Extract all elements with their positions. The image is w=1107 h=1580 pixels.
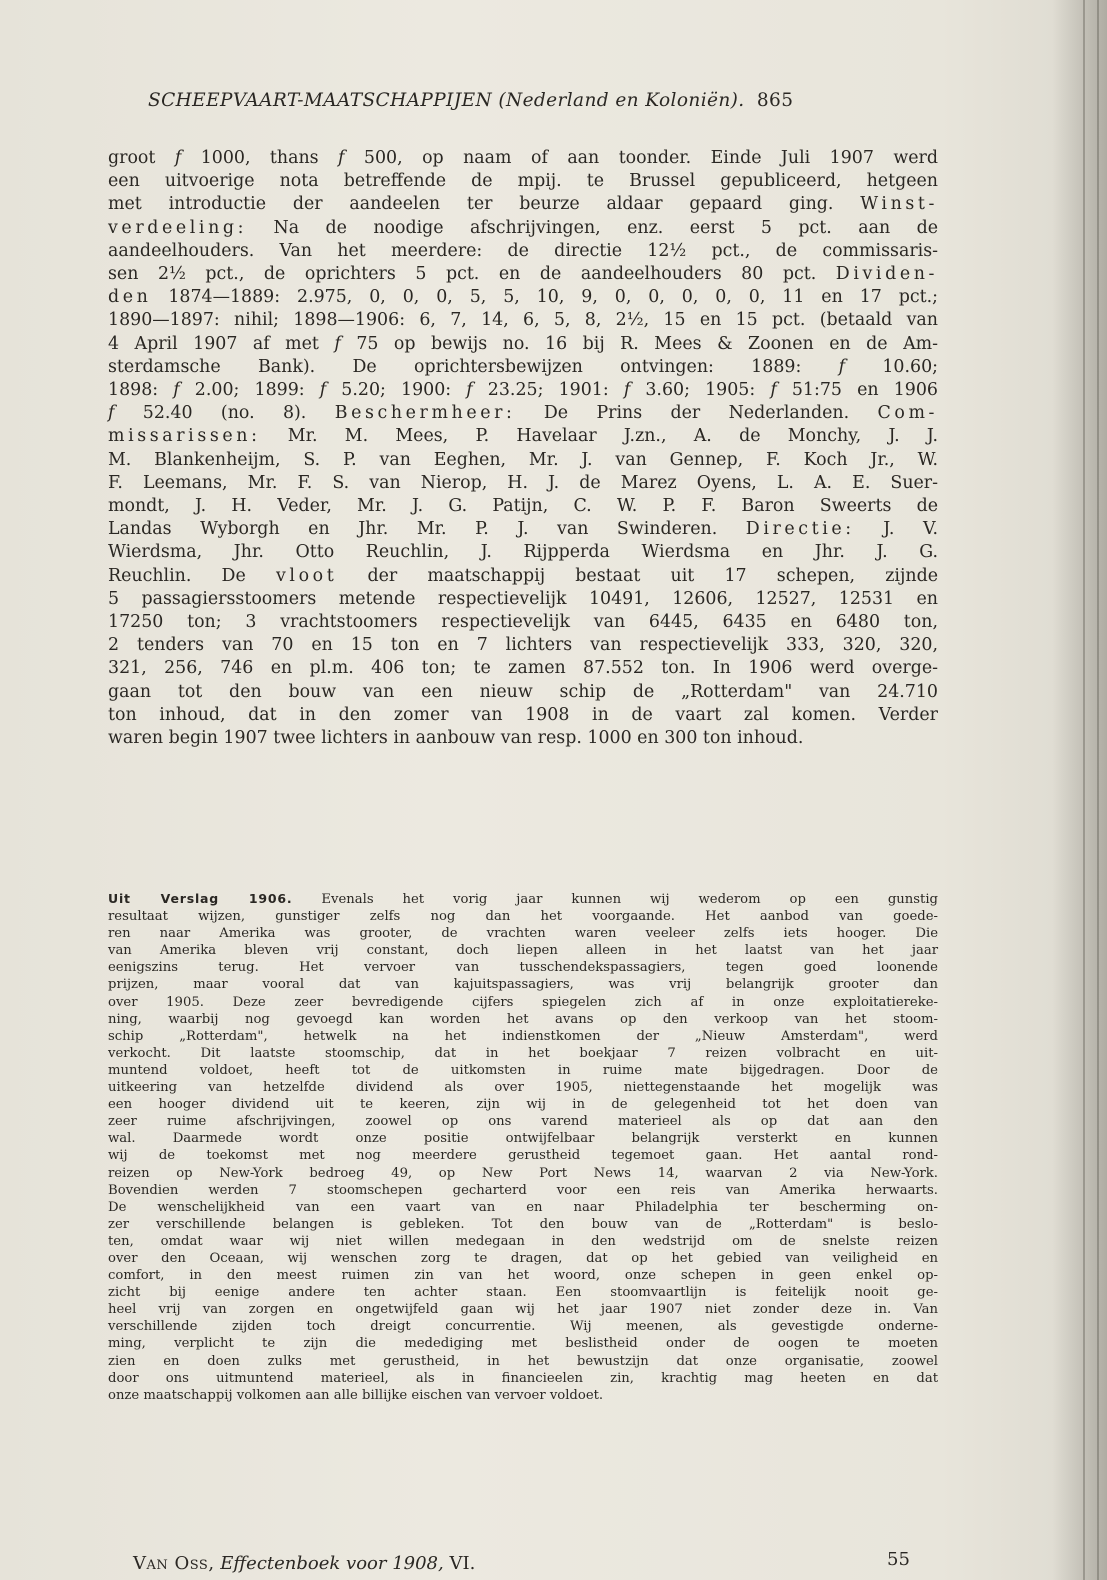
text-line: met introductie der aandeelen ter beurze aldaar gepaard ging. Winst- <box>108 194 938 215</box>
page-edge-line <box>1097 0 1099 1580</box>
report-line: De wenschelijkheid van een vaart van en naar Philadelphia ter bescherming on- <box>108 1199 938 1215</box>
text-line: 5 passagiersstoomers metende respectievelijk 10491, 12606, 12527, 12531 en <box>108 588 938 609</box>
text-line: een uitvoerige nota betreffende de mpij. te Brussel gepubliceerd, hetgeen <box>108 171 938 192</box>
report-line: zeer ruime afschrijvingen, zoowel op ons varend materieel als op dat aan den <box>108 1114 938 1130</box>
text-line: 2 tenders van 70 en 15 ton en 7 lichters van respectievelijk 333, 320, 320, <box>108 635 938 656</box>
text-line: M. Blankenheijm, S. P. van Eeghen, Mr. J. van Gennep, F. Koch Jr., W. <box>108 449 938 470</box>
text-line: 1890—1897: nihil; 1898—1906: 6, 7, 14, 6, 5, 8, 2½, 15 en 15 pct. (betaald van <box>108 310 938 331</box>
report-line: schip „Rotterdam", hetwelk na het indienstkomen der „Nieuw Amsterdam", werd <box>108 1028 938 1044</box>
text-line: mondt, J. H. Veder, Mr. J. G. Patijn, C. W. P. F. Baron Sweerts de <box>108 496 938 517</box>
text-line: ton inhoud, dat in den zomer van 1908 in de vaart zal komen. Verder <box>108 704 938 725</box>
report-line: ten, omdat waar wij niet willen medegaan in den wedstrijd om de snelste reizen <box>108 1233 938 1249</box>
report-line: resultaat wijzen, gunstiger zelfs nog dan het voorgaande. Het aanbod van goede- <box>108 909 938 925</box>
text-line: 1898: f 2.00; 1899: f 5.20; 1900: f 23.25; 1901: f 3.60; 1905: f 51:75 en 1906 <box>108 380 938 401</box>
report-line: ning, waarbij nog gevoegd kan worden het avans op den verkoop van het stoom- <box>108 1011 938 1027</box>
report-line: prijzen, maar vooral dat van kajuitspassagiers, was vrij belangrijk grooter dan <box>108 977 938 993</box>
report-line: zicht bij eenige andere ten achter staan. Een stoomvaartlijn is feitelijk nooit ge- <box>108 1285 938 1301</box>
report-line: zer verschillende belangen is gebleken. Tot den bouw van de „Rotterdam" is beslo- <box>108 1216 938 1232</box>
text-line: 4 April 1907 af met f 75 op bewijs no. 16 bij R. Mees & Zoonen en de Am- <box>108 333 938 354</box>
text-line: sen 2½ pct., de oprichters 5 pct. en de aandeelhouders 80 pct. Dividen- <box>108 264 938 285</box>
text-line: sterdamsche Bank). De oprichtersbewijzen ontvingen: 1889: f 10.60; <box>108 356 938 377</box>
report-line: door ons uitmuntend materieel, als in financieelen zin, krachtig mag heeten en dat <box>108 1370 938 1386</box>
page-number: 865 <box>756 90 794 111</box>
annual-report-excerpt <box>108 890 938 1404</box>
running-title: SCHEEPVAART-MAATSCHAPPIJEN (Nederland en Koloniën). <box>148 90 745 111</box>
text-line: verdeeling: Na de noodige afschrijvingen, enz. eerst 5 pct. aan de <box>108 217 938 238</box>
text-line: Wierdsma, Jhr. Otto Reuchlin, J. Rijpperda Wierdsma en Jhr. J. G. <box>108 542 938 563</box>
text-line: den 1874—1889: 2.975, 0, 0, 0, 5, 5, 10, 9, 0, 0, 0, 0, 0, 11 en 17 pct.; <box>108 287 938 308</box>
footer-book-title: Effectenboek voor 1908, <box>220 1553 444 1574</box>
report-line: Uit Verslag 1906. Evenals het vorig jaar kunnen wij wederom op een gunstig <box>108 891 938 907</box>
text-line: aandeelhouders. Van het meerdere: de directie 12½ pct., de commissaris- <box>108 240 938 261</box>
footer-signature-number: 55 <box>887 1549 910 1570</box>
report-line: een hooger dividend uit te keeren, zijn wij in de gelegenheid tot het doen van <box>108 1097 938 1113</box>
text-line: waren begin 1907 twee lichters in aanbouw van resp. 1000 en 300 ton inhoud. <box>108 728 804 749</box>
report-line: muntend voldoet, heeft tot de uitkomsten in ruime mate bijgedragen. Door de <box>108 1062 938 1078</box>
report-line: heel vrij van zorgen en ongetwijfeld gaan wij het jaar 1907 niet zonder deze in. Van <box>108 1302 938 1318</box>
text-line: 321, 256, 746 en pl.m. 406 ton; te zamen 87.552 ton. In 1906 werd overge- <box>108 658 938 679</box>
report-line: zien en doen zulks met gerustheid, in het bewustzijn dat onze organisatie, zoowel <box>108 1353 938 1369</box>
text-line: gaan tot den bouw van een nieuw schip de „Rotterdam" van 24.710 <box>108 681 938 702</box>
text-line: F. Leemans, Mr. F. S. van Nierop, H. J. de Marez Oyens, L. A. E. Suer- <box>108 472 938 493</box>
text-line: 17250 ton; 3 vrachtstoomers respectievelijk van 6445, 6435 en 6480 ton, <box>108 612 938 633</box>
report-line: reizen op New-York bedroeg 49, op New Port News 14, waarvan 2 via New-York. <box>108 1165 938 1181</box>
report-line: Bovendien werden 7 stoomschepen gecharterd voor een reis van Amerika herwaarts. <box>108 1182 938 1198</box>
main-paragraph <box>108 147 938 750</box>
footer-author: Van Oss, <box>133 1553 215 1574</box>
text-line: f 52.40 (no. 8). Beschermheer: De Prins der Nederlanden. Com- <box>108 403 939 424</box>
report-line: eenigszins terug. Het vervoer van tusschendekspassagiers, tegen goed loonende <box>108 960 938 976</box>
text-line: groot f 1000, thans f 500, op naam of aan toonder. Einde Juli 1907 werd <box>108 148 938 168</box>
report-line: uitkeering van hetzelfde dividend als over 1905, niettegenstaande het mogelijk was <box>108 1080 938 1096</box>
page-footer <box>133 1549 933 1574</box>
text-line: Reuchlin. De vloot der maatschappij bestaat uit 17 schepen, zijnde <box>108 565 938 586</box>
report-line: wal. Daarmede wordt onze positie ontwijfelbaar belangrijk versterkt en kunnen <box>108 1131 938 1147</box>
text-line: missarissen: Mr. M. Mees, P. Havelaar J.zn., A. de Monchy, J. J. <box>108 426 938 447</box>
report-line: verkocht. Dit laatste stoomschip, dat in het boekjaar 7 reizen volbracht en uit- <box>108 1045 938 1061</box>
report-line: over 1905. Deze zeer bevredigende cijfers spiegelen zich af in onze exploitatiereke- <box>108 994 938 1010</box>
text-line: Landas Wyborgh en Jhr. Mr. P. J. van Swinderen. Directie: J. V. <box>108 519 938 540</box>
footer-volume: VI. <box>449 1553 476 1574</box>
report-line: ming, verplicht te zijn die medediging met beslistheid onder de oogen te moeten <box>108 1336 938 1352</box>
report-line: van Amerika bleven vrij constant, doch liepen alleen in het laatst van het jaar <box>108 943 938 959</box>
page-edge-line <box>1083 0 1085 1580</box>
report-line: ren naar Amerika was grooter, de vrachten waren veeleer zelfs iets hooger. Die <box>108 926 938 942</box>
running-header <box>148 90 938 111</box>
report-line: verschillende zijden toch dreigt concurrentie. Wij meenen, als gevestigde onderne- <box>108 1319 938 1335</box>
report-line: wij de toekomst met nog meerdere gerustheid tegemoet gaan. Het aantal rond- <box>108 1148 938 1164</box>
report-line: over den Oceaan, wij wenschen zorg te dragen, dat op het gebied van veiligheid en <box>108 1250 938 1266</box>
report-line: comfort, in den meest ruimen zin van het woord, onze schepen in geen enkel op- <box>108 1268 938 1284</box>
report-line: onze maatschappij volkomen aan alle billijke eischen van vervoer voldoet. <box>108 1387 604 1403</box>
